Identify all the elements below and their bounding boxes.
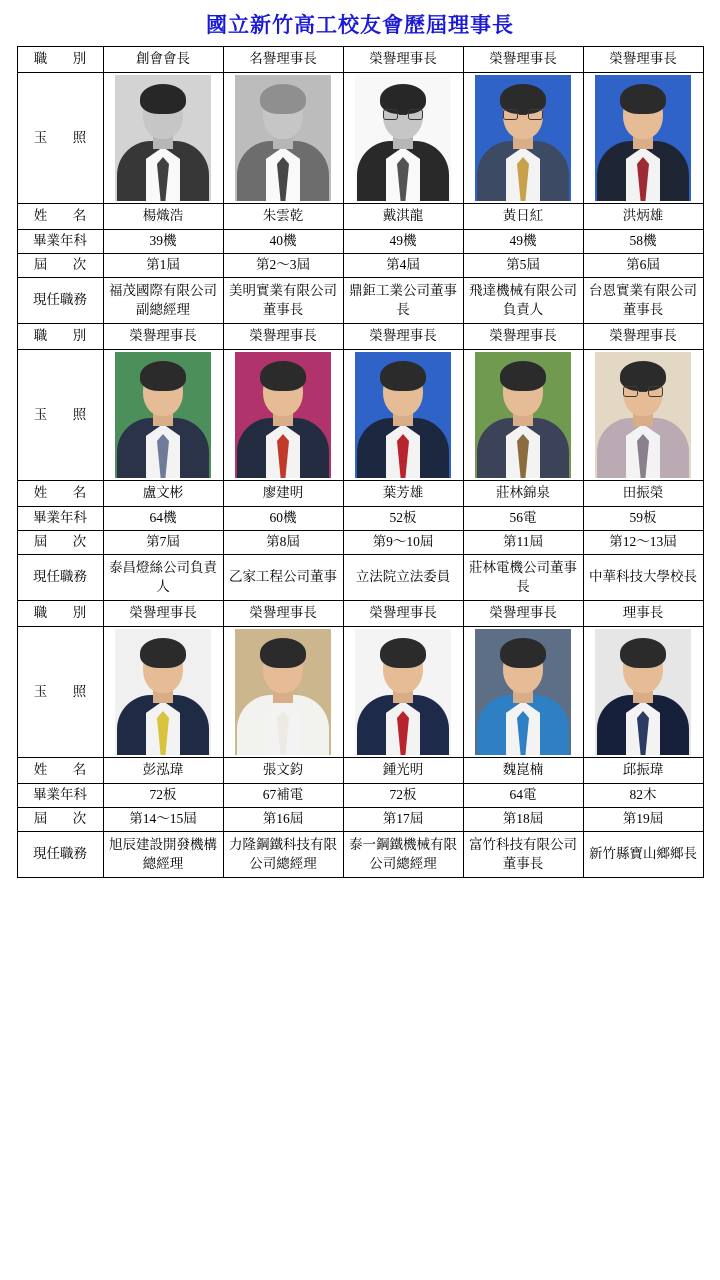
cell-name: 彭泓瑋 xyxy=(103,758,223,784)
cell-term: 第2～3屆 xyxy=(223,254,343,278)
cell-position: 榮譽理事長 xyxy=(463,324,583,350)
row-label-photo: 玉 照 xyxy=(17,73,103,204)
row-label-position: 職 別 xyxy=(17,47,103,73)
cell-term: 第16屆 xyxy=(223,808,343,832)
page-bottom-space xyxy=(0,878,720,888)
cell-name: 莊林錦泉 xyxy=(463,481,583,507)
row-label-name: 姓 名 xyxy=(17,481,103,507)
table-row xyxy=(17,254,703,278)
row-label-position: 職 別 xyxy=(17,601,103,627)
cell-position: 榮譽理事長 xyxy=(223,601,343,627)
cell-current-job: 鼎鉅工業公司董事長 xyxy=(343,278,463,324)
portrait-photo xyxy=(467,629,580,755)
row-label-position: 職 別 xyxy=(17,324,103,350)
cell-term: 第11屆 xyxy=(463,531,583,555)
table-row xyxy=(17,324,703,350)
portrait-photo xyxy=(227,75,340,201)
cell-name: 張文鈞 xyxy=(223,758,343,784)
cell-position: 榮譽理事長 xyxy=(583,47,703,73)
cell-position: 榮譽理事長 xyxy=(223,324,343,350)
row-label-graduation: 畢業年科 xyxy=(17,507,103,531)
cell-position: 創會會長 xyxy=(103,47,223,73)
cell-current-job: 台恩實業有限公司董事長 xyxy=(583,278,703,324)
cell-graduation: 64電 xyxy=(463,784,583,808)
cell-photo xyxy=(103,73,223,204)
cell-name: 邱振瑋 xyxy=(583,758,703,784)
cell-photo xyxy=(463,627,583,758)
portrait-photo xyxy=(227,629,340,755)
table-row xyxy=(17,784,703,808)
row-label-graduation: 畢業年科 xyxy=(17,230,103,254)
cell-graduation: 49機 xyxy=(343,230,463,254)
cell-position: 榮譽理事長 xyxy=(103,601,223,627)
cell-term: 第4屆 xyxy=(343,254,463,278)
cell-term: 第7屆 xyxy=(103,531,223,555)
portrait-photo xyxy=(107,75,220,201)
portrait-photo xyxy=(587,629,700,755)
row-label-name: 姓 名 xyxy=(17,204,103,230)
cell-name: 盧文彬 xyxy=(103,481,223,507)
cell-position: 名譽理事長 xyxy=(223,47,343,73)
cell-current-job: 新竹縣寶山鄉鄉長 xyxy=(583,832,703,878)
cell-photo xyxy=(223,73,343,204)
cell-term: 第19屆 xyxy=(583,808,703,832)
portrait-photo xyxy=(107,629,220,755)
cell-current-job: 美明實業有限公司董事長 xyxy=(223,278,343,324)
cell-name: 黃日紅 xyxy=(463,204,583,230)
cell-graduation: 64機 xyxy=(103,507,223,531)
cell-current-job: 力隆鋼鐵科技有限公司總經理 xyxy=(223,832,343,878)
cell-position: 榮譽理事長 xyxy=(343,601,463,627)
cell-position: 榮譽理事長 xyxy=(583,324,703,350)
cell-name: 洪炳雄 xyxy=(583,204,703,230)
cell-photo xyxy=(343,73,463,204)
cell-photo xyxy=(223,627,343,758)
cell-term: 第9～10屆 xyxy=(343,531,463,555)
cell-graduation: 59板 xyxy=(583,507,703,531)
cell-graduation: 49機 xyxy=(463,230,583,254)
cell-photo xyxy=(583,73,703,204)
cell-graduation: 39機 xyxy=(103,230,223,254)
cell-position: 榮譽理事長 xyxy=(463,601,583,627)
table-row xyxy=(17,601,703,627)
cell-current-job: 中華科技大學校長 xyxy=(583,555,703,601)
portrait-photo xyxy=(227,352,340,478)
row-label-term: 屆 次 xyxy=(17,808,103,832)
portrait-photo xyxy=(107,352,220,478)
table-row xyxy=(17,481,703,507)
page-title: 國立新竹高工校友會歷屆理事長 xyxy=(206,13,514,37)
cell-current-job: 乙家工程公司董事 xyxy=(223,555,343,601)
row-label-current-job: 現任職務 xyxy=(17,555,103,601)
portrait-photo xyxy=(347,629,460,755)
portrait-photo xyxy=(347,352,460,478)
cell-position: 理事長 xyxy=(583,601,703,627)
cell-name: 田振榮 xyxy=(583,481,703,507)
cell-graduation: 67補電 xyxy=(223,784,343,808)
cell-term: 第5屆 xyxy=(463,254,583,278)
table-row xyxy=(17,278,703,324)
glasses-icon xyxy=(502,109,544,120)
cell-photo xyxy=(103,350,223,481)
row-label-graduation: 畢業年科 xyxy=(17,784,103,808)
portrait-photo xyxy=(467,352,580,478)
table-row xyxy=(17,47,703,73)
table-row xyxy=(17,555,703,601)
row-label-current-job: 現任職務 xyxy=(17,278,103,324)
glasses-icon xyxy=(622,386,664,397)
portrait-photo xyxy=(587,352,700,478)
cell-name: 魏崑楠 xyxy=(463,758,583,784)
cell-term: 第6屆 xyxy=(583,254,703,278)
cell-graduation: 56電 xyxy=(463,507,583,531)
row-label-term: 屆 次 xyxy=(17,254,103,278)
cell-photo xyxy=(583,627,703,758)
cell-photo xyxy=(343,627,463,758)
cell-graduation: 72板 xyxy=(343,784,463,808)
cell-graduation: 82木 xyxy=(583,784,703,808)
row-label-current-job: 現任職務 xyxy=(17,832,103,878)
cell-current-job: 富竹科技有限公司董事長 xyxy=(463,832,583,878)
cell-position: 榮譽理事長 xyxy=(463,47,583,73)
chairmen-table xyxy=(17,46,704,878)
table-row xyxy=(17,204,703,230)
table-row xyxy=(17,350,703,481)
table-row xyxy=(17,627,703,758)
cell-current-job: 泰昌燈絲公司負責人 xyxy=(103,555,223,601)
cell-current-job: 飛達機械有限公司負責人 xyxy=(463,278,583,324)
table-row xyxy=(17,832,703,878)
cell-term: 第18屆 xyxy=(463,808,583,832)
cell-graduation: 40機 xyxy=(223,230,343,254)
cell-graduation: 72板 xyxy=(103,784,223,808)
cell-graduation: 60機 xyxy=(223,507,343,531)
table-row xyxy=(17,758,703,784)
table-row xyxy=(17,531,703,555)
cell-term: 第8屆 xyxy=(223,531,343,555)
row-label-name: 姓 名 xyxy=(17,758,103,784)
cell-current-job: 立法院立法委員 xyxy=(343,555,463,601)
cell-position: 榮譽理事長 xyxy=(103,324,223,350)
cell-term: 第12～13屆 xyxy=(583,531,703,555)
cell-name: 朱雲乾 xyxy=(223,204,343,230)
glasses-icon xyxy=(382,109,424,120)
cell-name: 戴淇龍 xyxy=(343,204,463,230)
cell-current-job: 福茂國際有限公司副總經理 xyxy=(103,278,223,324)
cell-photo xyxy=(463,73,583,204)
table-row xyxy=(17,73,703,204)
cell-position: 榮譽理事長 xyxy=(343,47,463,73)
cell-photo xyxy=(583,350,703,481)
cell-photo xyxy=(103,627,223,758)
portrait-photo xyxy=(347,75,460,201)
portrait-photo xyxy=(467,75,580,201)
cell-current-job: 莊林電機公司董事長 xyxy=(463,555,583,601)
portrait-photo xyxy=(587,75,700,201)
cell-name: 廖建明 xyxy=(223,481,343,507)
cell-graduation: 58機 xyxy=(583,230,703,254)
row-label-photo: 玉 照 xyxy=(17,627,103,758)
cell-term: 第17屆 xyxy=(343,808,463,832)
table-row xyxy=(17,507,703,531)
cell-current-job: 旭辰建設開發機構總經理 xyxy=(103,832,223,878)
cell-position: 榮譽理事長 xyxy=(343,324,463,350)
cell-photo xyxy=(343,350,463,481)
cell-name: 鍾光明 xyxy=(343,758,463,784)
row-label-photo: 玉 照 xyxy=(17,350,103,481)
cell-name: 葉芳雄 xyxy=(343,481,463,507)
cell-graduation: 52板 xyxy=(343,507,463,531)
row-label-term: 屆 次 xyxy=(17,531,103,555)
table-row xyxy=(17,230,703,254)
cell-term: 第14～15屆 xyxy=(103,808,223,832)
cell-photo xyxy=(463,350,583,481)
cell-name: 楊熾浩 xyxy=(103,204,223,230)
cell-photo xyxy=(223,350,343,481)
table-row xyxy=(17,808,703,832)
cell-current-job: 泰一鋼鐵機械有限公司總經理 xyxy=(343,832,463,878)
cell-term: 第1屆 xyxy=(103,254,223,278)
